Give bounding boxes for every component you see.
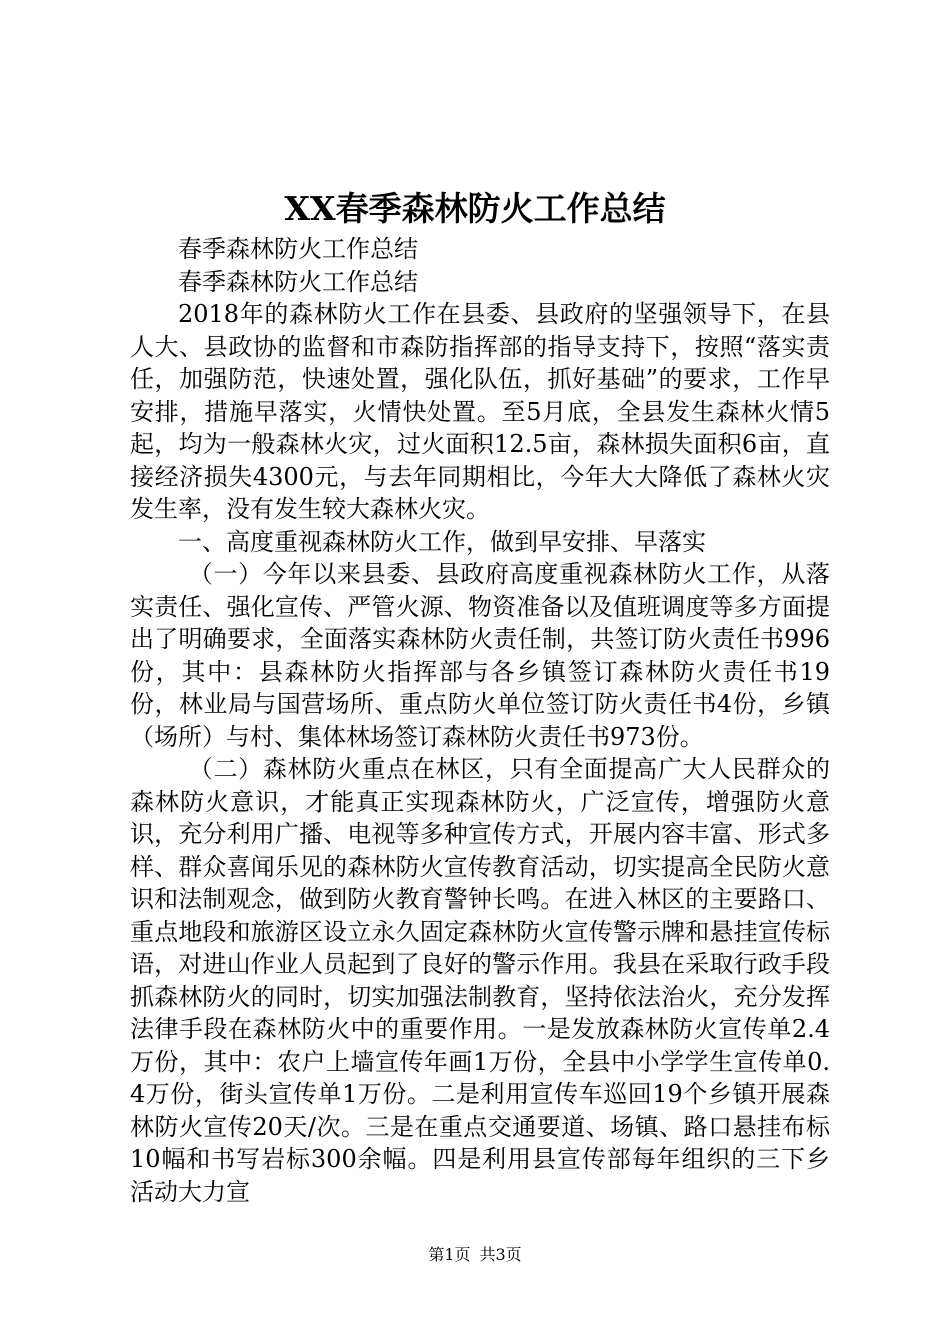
document-body	[130, 233, 830, 1208]
page-footer	[0, 1243, 950, 1267]
section-heading: 一、高度重视森林防火工作，做到早安排、早落实	[178, 527, 706, 556]
document-title: XX春季森林防火工作总结	[284, 189, 666, 228]
page-number: 第1页	[428, 1245, 471, 1264]
body-paragraph: （二）森林防火重点在林区，只有全面提高广大人民群众的森林防火意识，才能真正实现森林防火，广泛宣传，增强防火意识，充分利用广播、电视等多种宣传方式，开展内容丰富、形式多样、群众喜闻乐见的森林防火宣传教育活动，切实提高全民防火意识和法制观念，做到防火教育警钟长鸣。在进入林区的主要路口、重点地段和旅游区设立永久固定森林防火宣传警示牌和悬挂宣传标语，对进山作业人员起到了良好的警示作用。我县在采取行政手段抓森林防火的同时，切实加强法制教育，坚持依法治火，充分发挥法律手段在森林防火中的重要作用。一是发放森林防火宣传单2.4万份，其中：农户上墙宣传年画1万份，全县中小学学生宣传单0.4万份，街头宣传单1万份。二是利用宣传车巡回19个乡镇开展森林防火宣传20天/次。三是在重点交通要道、场镇、路口悬挂布标10幅和书写岩标300余幅。四是利用县宣传部每年组织的三下乡活动大力宣	[130, 755, 830, 1206]
subtitle-line: 春季森林防火工作总结	[178, 267, 418, 296]
page-total: 共3页	[479, 1245, 522, 1264]
body-paragraph: 2018年的森林防火工作在县委、县政府的坚强领导下，在县人大、县政协的监督和市森防指挥部的指导支持下，按照“落实责任，加强防范，快速处置，强化队伍，抓好基础”的要求，工作早安排，措施早落实，火情快处置。至5月底，全县发生森林火情5起，均为一般森林火灾，过火面积12.5亩，森林损失面积6亩，直接经济损失4300元，与去年同期相比，今年大大降低了森林火灾发生率，没有发生较大森林火灾。	[130, 300, 830, 523]
body-paragraph: （一）今年以来县委、县政府高度重视森林防火工作，从落实责任、强化宣传、严管火源、物资准备以及值班调度等多方面提出了明确要求，全面落实森林防火责任制，共签订防火责任书996份，其中：县森林防火指挥部与各乡镇签订森林防火责任书19份，林业局与国营场所、重点防火单位签订防火责任书4份，乡镇（场所）与村、集体林场签订森林防火责任书973份。	[130, 560, 830, 751]
subtitle-line: 春季森林防火工作总结	[178, 235, 418, 263]
